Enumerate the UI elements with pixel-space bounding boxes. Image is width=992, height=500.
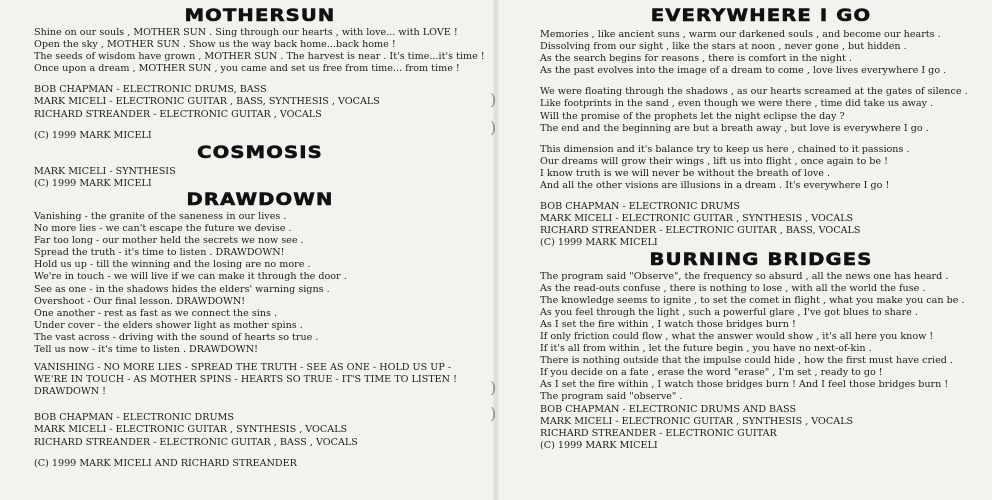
lyrics-burning-bridges [540,271,982,404]
stanza [540,86,982,134]
staple-mark: ) [490,404,497,423]
credit-line: MARK MICELI - ELECTRONIC GUITAR , SYNTHESIS , VOCALS [34,424,348,436]
copyright-cosmosis: (C) 1999 MARK MICELI [34,177,152,189]
credits-mothersun [34,84,486,120]
credit-line: RICHARD STREANDER - ELECTRONIC GUITAR , BASS , VOCALS [34,436,358,448]
lyric-line: Overshoot - Our final lesson. DRAWDOWN! [34,295,246,307]
lyric-line: DRAWDOWN ! [34,386,107,398]
song-title-burning-bridges: BURNING BRIDGES [649,249,873,270]
credits-drawdown [34,412,486,448]
lyric-line: Once upon a dream , MOTHER SUN , you came and set us free from time... from time ! [34,63,460,75]
credit-line: MARK MICELI - ELECTRONIC GUITAR , SYNTHESIS , VOCALS [540,213,854,225]
lyric-line: The seeds of wisdom have grown , MOTHER SUN . The harvest is near . It's time...it's time ! [34,51,485,63]
lyric-line: Shine on our souls , MOTHER SUN . Sing through our hearts , with love... with LOVE ! [34,27,458,38]
lyric-line: We were floating through the shadows , as our hearts screamed at the gates of silence . [540,86,968,98]
lyric-line: Will the promise of the prophets let the night eclipse the day ? [540,110,845,122]
right-page [496,0,992,500]
song-title-cosmosis: COSMOSIS [197,142,323,163]
lyric-line: If only friction could flow , what the answer would show , it's all here you know ! [540,330,934,342]
stanza [540,144,982,192]
lyric-line: Far too long - our mother held the secrets we now see . [34,235,304,247]
lyric-line: Spread the truth - it's time to listen . DRAWDOWN! [34,247,285,259]
credit-line: MARK MICELI - SYNTHESIS [34,165,176,177]
copyright-mothersun: (C) 1999 MARK MICELI [34,129,152,141]
lyric-line: Like footprints in the sand , even though we were there , time did take us away . [540,98,934,110]
lyric-line: The vast across - driving with the sound of hearts so true . [34,331,319,343]
lyric-line: The program said "Observe", the frequency so absurd , all the news one has heard . [540,270,949,282]
copyright-drawdown: (C) 1999 MARK MICELI AND RICHARD STREANDER [34,457,297,469]
lyric-line: See as one - in the shadows hides the elders' warning signs . [34,283,330,295]
lyric-line: Our dreams will grow their wings , lift us into flight , once again to be ! [540,155,888,167]
lyric-line: Memories , like ancient suns , warm our darkened souls , and become our hearts . [540,29,941,40]
copyright-burning-bridges: (C) 1999 MARK MICELI [540,439,658,451]
lyric-line: I know truth is we will never be without the breath of love . [540,167,831,179]
credit-line: BOB CHAPMAN - ELECTRONIC DRUMS [540,201,740,213]
lyric-line: Tell us now - it's time to listen . DRAWDOWN! [34,343,259,355]
lyric-line: One another - rest as fast as we connect the sins . [34,307,278,319]
lyric-line: The program said "observe" . [540,391,683,403]
lyric-line: If you decide on a fate , erase the word "erase" , I'm set , ready to go ! [540,367,883,379]
song-title-mothersun: MOTHERSUN [184,6,336,26]
credits-everywhere [540,201,982,249]
copyright-everywhere: (C) 1999 MARK MICELI [540,237,658,249]
lyric-line: No more lies - we can't escape the future we devise . [34,223,292,235]
chorus-drawdown [34,362,486,398]
credit-line: RICHARD STREANDER - ELECTRONIC GUITAR [540,427,777,439]
credits-burning-bridges [540,404,982,452]
lyric-line: There is nothing outside that the impulse could hide , how the first must have cried . [540,355,954,367]
lyric-line: Open the sky , MOTHER SUN . Show us the way back home...back home ! [34,39,396,51]
lyric-line: As I set the fire within , I watch those bridges burn ! And I feel those bridges burn ! [540,379,949,391]
lyric-line: As the past evolves into the image of a dream to come , love lives everywhere I go . [540,65,947,77]
lyric-line: Dissolving from our sight , like the stars at noon , never gone , but hidden . [540,41,907,53]
lyrics-mothersun [34,27,486,75]
lyric-line: As you feel through the light , such a powerful glare , I've got blues to share . [540,306,918,318]
credit-line: RICHARD STREANDER - ELECTRONIC GUITAR , VOCALS [34,108,322,120]
song-title-everywhere-i-go: EVERYWHERE I GO [650,6,872,26]
credit-line: BOB CHAPMAN - ELECTRONIC DRUMS, BASS [34,84,267,96]
lyric-line: We're in touch - we will live if we can make it through the door . [34,271,347,283]
credit-line: BOB CHAPMAN - ELECTRONIC DRUMS [34,412,234,424]
lyric-line: Hold us up - till the winning and the losing are no more . [34,259,311,271]
lyric-line: As the search begins for reasons , there is comfort in the night . [540,53,852,65]
lyrics-drawdown [34,211,486,356]
lyric-line: Under cover - the elders shower light as mother spins . [34,319,303,331]
staple-mark: ) [490,90,497,109]
credit-line: BOB CHAPMAN - ELECTRONIC DRUMS AND BASS [540,403,797,415]
lyric-line: As I set the fire within , I watch those bridges burn ! [540,318,796,330]
lyric-line: This dimension and it's balance try to keep us here , chained to it passions . [540,143,910,155]
staple-mark: ) [490,118,497,137]
lyric-line: If it's all from within , let the future begin , you have no next-of-kin . [540,343,872,355]
staple-mark: ) [490,378,497,397]
credit-line: MARK MICELI - ELECTRONIC GUITAR , BASS, SYNTHESIS , VOCALS [34,96,380,108]
lyric-line: WE'RE IN TOUCH - AS MOTHER SPINS - HEARTS SO TRUE - IT'S TIME TO LISTEN ! [34,374,457,386]
lyric-line: The knowledge seems to ignite , to set the comet in flight , what you make you can be . [540,294,965,306]
song-title-drawdown: DRAWDOWN [186,189,334,210]
lyric-line: As the read-outs confuse , there is nothing to lose , with all the world the fuse . [540,282,926,294]
lyric-line: The end and the beginning are but a breath away , but love is everywhere I go . [540,122,929,134]
credit-line: MARK MICELI - ELECTRONIC GUITAR , SYNTHESIS , VOCALS [540,415,854,427]
lyric-line: VANISHING - NO MORE LIES - SPREAD THE TRUTH - SEE AS ONE - HOLD US UP - [34,362,452,374]
stanza [540,29,982,77]
lyric-line: Vanishing - the granite of the saneness in our lives . [34,210,287,222]
credit-line: RICHARD STREANDER - ELECTRONIC GUITAR , BASS, VOCALS [540,225,861,237]
lyric-line: And all the other visions are illusions in a dream . It's everywhere I go ! [540,180,890,192]
